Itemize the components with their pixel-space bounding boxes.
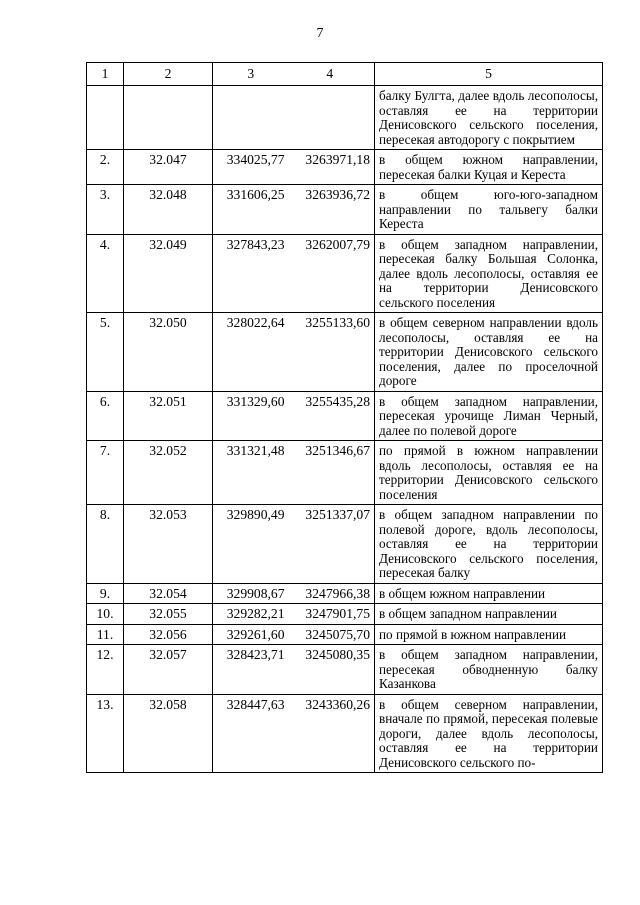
table-row — [87, 694, 603, 773]
boundary-description: по прямой в южном направлении — [375, 624, 603, 645]
point-number: 32.057 — [124, 645, 213, 695]
boundary-description: в общем западном направлении, пересекая обводненную балку Казанкова — [375, 645, 603, 695]
table-row — [87, 313, 603, 392]
point-number: 32.052 — [124, 441, 213, 505]
row-number: 4. — [87, 234, 124, 313]
table-row — [87, 604, 603, 625]
y-coordinate: 3247966,38 — [290, 583, 375, 604]
boundary-description: в общем южном направлении — [375, 583, 603, 604]
y-coordinate: 3262007,79 — [290, 234, 375, 313]
boundary-description: в общем западном направлении, пересекая урочище Лиман Черный, далее по полевой дороге — [375, 391, 603, 441]
table-row — [87, 505, 603, 584]
y-coordinate: 3243360,26 — [290, 694, 375, 773]
x-coordinate: 329890,49 — [213, 505, 290, 584]
page-number: 7 — [316, 26, 324, 41]
boundary-description: по прямой в южном направлении вдоль лесополосы, оставляя ее на территории Денисовского сельского поселения — [375, 441, 603, 505]
row-number: 9. — [87, 583, 124, 604]
table-row — [87, 234, 603, 313]
x-coordinate: 329261,60 — [213, 624, 290, 645]
boundary-description: в общем юго-юго-западном направлении по тальвегу балки Кереста — [375, 185, 603, 235]
table-row — [87, 185, 603, 235]
x-coordinate: 331606,25 — [213, 185, 290, 235]
boundary-description: в общем северном направлении вдоль лесополосы, оставляя ее на территории Денисовского сельского поселения, далее по проселочной дороге — [375, 313, 603, 392]
table-row — [87, 86, 603, 150]
boundary-description: балку Булгта, далее вдоль лесополосы, оставляя ее на территории Денисовского сельского поселения, пересекая автодорогу с покрытием — [375, 86, 603, 150]
row-number: 13. — [87, 694, 124, 773]
x-coordinate: 334025,77 — [213, 150, 290, 185]
point-number: 32.047 — [124, 150, 213, 185]
row-number: 6. — [87, 391, 124, 441]
header-cell: 3 — [213, 63, 290, 86]
table-row — [87, 645, 603, 695]
table-row — [87, 583, 603, 604]
row-number: 8. — [87, 505, 124, 584]
x-coordinate: 328423,71 — [213, 645, 290, 695]
table-header-row — [87, 63, 603, 86]
point-number: 32.051 — [124, 391, 213, 441]
point-number: 32.055 — [124, 604, 213, 625]
point-number: 32.050 — [124, 313, 213, 392]
x-coordinate: 328022,64 — [213, 313, 290, 392]
point-number: 32.056 — [124, 624, 213, 645]
x-coordinate: 328447,63 — [213, 694, 290, 773]
header-cell: 5 — [375, 63, 603, 86]
row-number: 5. — [87, 313, 124, 392]
x-coordinate: 331329,60 — [213, 391, 290, 441]
row-number: 10. — [87, 604, 124, 625]
point-number: 32.058 — [124, 694, 213, 773]
y-coordinate: 3255133,60 — [290, 313, 375, 392]
row-number: 2. — [87, 150, 124, 185]
y-coordinate: 3247901,75 — [290, 604, 375, 625]
boundary-description: в общем западном направлении по полевой дороге, вдоль лесополосы, оставляя ее на территории Денисовского сельского поселения, пересекая балку — [375, 505, 603, 584]
point-number: 32.053 — [124, 505, 213, 584]
point-number: 32.049 — [124, 234, 213, 313]
table-row — [87, 150, 603, 185]
boundary-description: в общем западном направлении — [375, 604, 603, 625]
point-number: 32.054 — [124, 583, 213, 604]
table-row — [87, 391, 603, 441]
header-cell: 2 — [124, 63, 213, 86]
y-coordinate: 3263936,72 — [290, 185, 375, 235]
table-row — [87, 624, 603, 645]
x-coordinate: 331321,48 — [213, 441, 290, 505]
boundary-description: в общем северном направлении, вначале по прямой, пересекая полевые дороги, далее вдоль лесополосы, оставляя ее на территории Денисовского сельского по- — [375, 694, 603, 773]
boundary-description: в общем южном направлении, пересекая балки Куцая и Кереста — [375, 150, 603, 185]
x-coordinate — [213, 86, 290, 150]
table-row — [87, 441, 603, 505]
row-number — [87, 86, 124, 150]
boundary-description: в общем западном направлении, пересекая балку Большая Солонка, далее вдоль лесополосы, оставляя ее на территории Денисовского сельского поселения — [375, 234, 603, 313]
boundary-table — [86, 62, 603, 773]
y-coordinate: 3251337,07 — [290, 505, 375, 584]
row-number: 11. — [87, 624, 124, 645]
row-number: 7. — [87, 441, 124, 505]
row-number: 3. — [87, 185, 124, 235]
y-coordinate: 3245080,35 — [290, 645, 375, 695]
point-number — [124, 86, 213, 150]
header-cell: 4 — [290, 63, 375, 86]
header-cell: 1 — [87, 63, 124, 86]
point-number: 32.048 — [124, 185, 213, 235]
y-coordinate: 3245075,70 — [290, 624, 375, 645]
y-coordinate: 3263971,18 — [290, 150, 375, 185]
x-coordinate: 329282,21 — [213, 604, 290, 625]
x-coordinate: 327843,23 — [213, 234, 290, 313]
y-coordinate: 3255435,28 — [290, 391, 375, 441]
y-coordinate — [290, 86, 375, 150]
y-coordinate: 3251346,67 — [290, 441, 375, 505]
row-number: 12. — [87, 645, 124, 695]
x-coordinate: 329908,67 — [213, 583, 290, 604]
